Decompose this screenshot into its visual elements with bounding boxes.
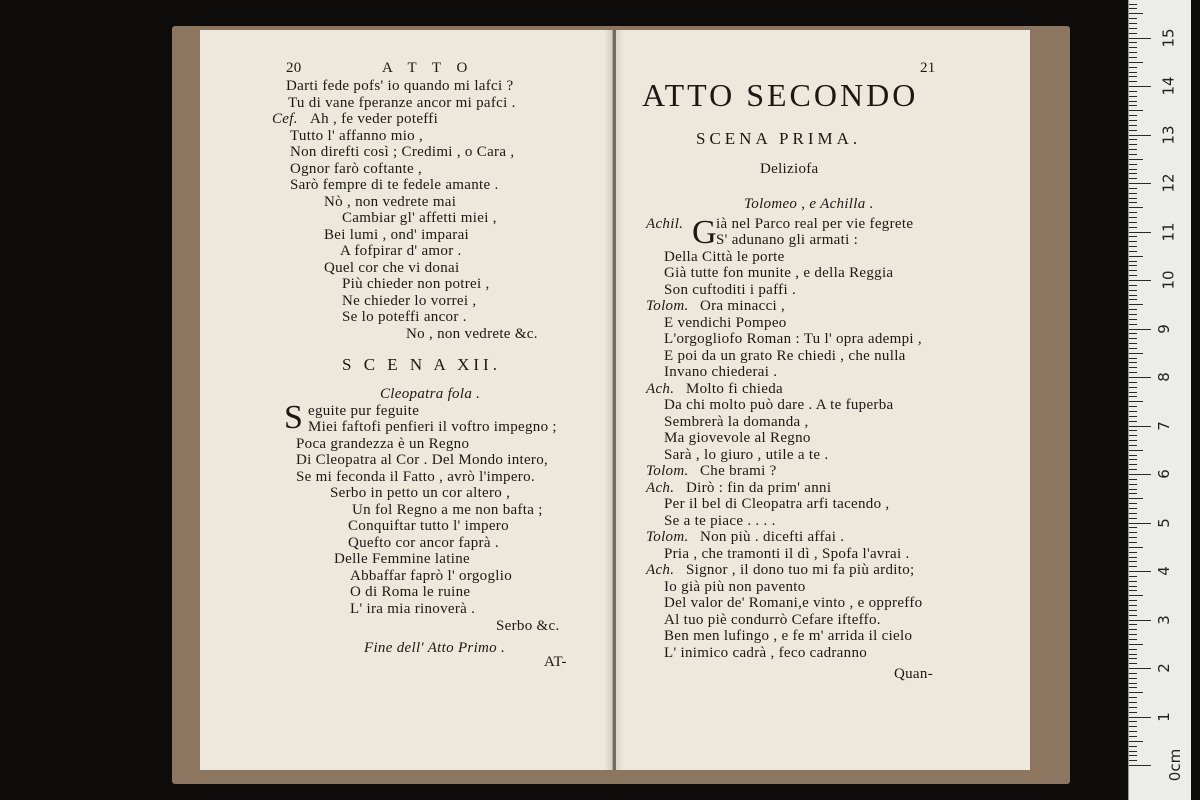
ruler-label: 1 — [1154, 711, 1173, 722]
ruler-tick — [1129, 469, 1137, 470]
ruler-tick — [1129, 33, 1137, 34]
ruler-label: 13 — [1159, 124, 1178, 145]
ruler-tick — [1129, 115, 1137, 116]
ruler-tick — [1129, 513, 1137, 514]
running-head: A T T O — [382, 60, 474, 76]
end-of-act-note: Fine dell' Atto Primo . — [364, 640, 506, 656]
ruler-tick — [1129, 673, 1137, 674]
verse-line: Ah , fe veder poteffi — [310, 111, 439, 127]
ruler-tick — [1129, 595, 1143, 596]
speaker-label: Ach. — [646, 562, 675, 578]
speaker-label: Ach. — [646, 480, 675, 496]
speaker-label: Cef. — [272, 111, 298, 127]
ruler-tick — [1129, 149, 1137, 150]
ruler-label: 2 — [1154, 663, 1173, 673]
ruler-tick — [1129, 304, 1143, 305]
ruler-tick — [1129, 663, 1137, 664]
speaker-label: Tolom. — [646, 298, 689, 314]
ruler-tick — [1129, 8, 1137, 9]
ruler-tick — [1129, 275, 1137, 276]
ruler-tick — [1129, 42, 1137, 43]
ruler-tick — [1129, 426, 1151, 427]
ruler-tick — [1129, 479, 1137, 480]
ruler-tick — [1129, 207, 1143, 208]
ruler-tick — [1129, 338, 1137, 339]
verse-line: Di Cleopatra al Cor . Del Mondo intero, — [296, 452, 549, 468]
ruler-tick — [1129, 314, 1137, 315]
verse-line: Già tutte fon munite , e della Reggia — [664, 265, 894, 281]
page-number: 21 — [920, 60, 936, 76]
ruler-label: 10 — [1159, 270, 1178, 290]
verse-line: O di Roma le ruine — [350, 584, 471, 600]
verse-line: Delle Femmine latine — [334, 551, 470, 567]
ruler-tick — [1129, 382, 1137, 383]
ruler-label: 8 — [1154, 372, 1173, 382]
ruler-tick — [1129, 222, 1137, 223]
verse-line: L' ira mia rinoverà . — [350, 601, 476, 617]
ruler-tick — [1129, 105, 1137, 106]
scene-persons: Tolomeo , e Achilla . — [744, 196, 874, 212]
ruler-tick — [1129, 324, 1137, 325]
ruler-tick — [1129, 202, 1137, 203]
ruler-label: 7 — [1154, 420, 1173, 431]
ruler-tick — [1129, 687, 1137, 688]
ruler-label: 12 — [1159, 173, 1178, 193]
scene-setting: Deliziofa — [760, 161, 819, 177]
ruler-tick — [1129, 110, 1143, 111]
verse-line: Più chieder non potrei , — [342, 276, 490, 292]
ruler-tick — [1129, 169, 1137, 170]
ruler-tick — [1129, 450, 1143, 451]
ruler-tick — [1129, 130, 1137, 131]
scene-heading: S C E N A XII. — [342, 355, 501, 374]
ruler-label: 15 — [1159, 27, 1178, 48]
verse-line: Serbo &c. — [496, 618, 560, 634]
verse-line: Non direfti così ; Credimi , o Cara , — [290, 144, 515, 160]
verse-line: Bei lumi , ond' imparai — [324, 227, 469, 243]
ruler-tick — [1129, 343, 1137, 344]
ruler-tick — [1129, 736, 1137, 737]
ruler-tick — [1129, 241, 1137, 242]
verse-line: Darti fede pofs' io quando mi lafci ? — [286, 78, 514, 94]
book-gutter — [604, 30, 624, 770]
ruler-tick — [1129, 47, 1137, 48]
ruler-tick — [1129, 164, 1137, 165]
ruler-tick — [1129, 707, 1137, 708]
ruler-tick — [1129, 362, 1137, 363]
act-heading: ATTO SECONDO — [642, 77, 919, 113]
ruler-tick — [1129, 120, 1137, 121]
ruler-tick — [1129, 144, 1137, 145]
ruler-tick — [1129, 183, 1151, 184]
ruler-tick — [1129, 430, 1137, 431]
speaker-label: Achil. — [646, 216, 684, 232]
verse-line: Sembrerà la domanda , — [664, 414, 809, 430]
ruler-tick — [1129, 445, 1137, 446]
ruler-tick — [1129, 212, 1137, 213]
ruler-tick — [1129, 557, 1137, 558]
ruler-tick — [1129, 358, 1137, 359]
ruler-tick — [1129, 586, 1137, 587]
ruler-tick — [1129, 256, 1143, 257]
ruler-tick — [1129, 702, 1137, 703]
ruler-tick — [1129, 760, 1137, 761]
ruler-tick — [1129, 527, 1137, 528]
ruler-tick — [1129, 333, 1137, 334]
ruler-tick — [1129, 329, 1151, 330]
ruler-label: 9 — [1154, 323, 1173, 334]
verse-line: A fofpirar d' amor . — [340, 243, 462, 259]
ruler-tick — [1129, 18, 1137, 19]
ruler-tick — [1129, 581, 1137, 582]
ruler-tick — [1129, 396, 1137, 397]
ruler-tick — [1129, 498, 1143, 499]
ruler-tick — [1129, 615, 1137, 616]
ruler-tick — [1129, 503, 1137, 504]
ruler-tick — [1129, 139, 1137, 140]
ruler-tick — [1129, 605, 1137, 606]
left-page — [200, 30, 613, 770]
ruler-tick — [1129, 52, 1137, 53]
ruler-label: 0cm — [1166, 748, 1185, 782]
verse-line: Abbaffar faprò l' orgoglio — [350, 568, 512, 584]
ruler-label: 5 — [1154, 517, 1173, 528]
verse-line: E poi da un grato Re chiedi , che nulla — [664, 348, 906, 364]
ruler-tick — [1129, 81, 1137, 82]
measurement-ruler — [1128, 0, 1191, 800]
ruler-tick — [1129, 236, 1137, 237]
verse-line: Dirò : fin da prim' anni — [686, 480, 832, 496]
verse-line: E vendichi Pompeo — [664, 315, 787, 331]
ruler-tick — [1129, 600, 1137, 601]
ruler-tick — [1129, 299, 1137, 300]
right-page — [616, 30, 1030, 770]
ruler-label: 11 — [1159, 221, 1178, 242]
catchword: AT- — [544, 654, 567, 670]
verse-line: L' inimico cadrà , feco cadranno — [664, 645, 868, 661]
verse-line: Se mi feconda il Fatto , avrò l'impero. — [296, 469, 535, 485]
ruler-tick — [1129, 232, 1151, 233]
ruler-tick — [1129, 755, 1137, 756]
ruler-tick — [1129, 678, 1137, 679]
ruler-tick — [1129, 532, 1137, 533]
scene-heading: SCENA PRIMA. — [696, 129, 862, 148]
verse-line: Ora minacci , — [700, 298, 786, 314]
verse-line: Conquiftar tutto l' impero — [348, 518, 509, 534]
verse-line: Poca grandezza è un Regno — [296, 436, 470, 452]
verse-line: Quefto cor ancor faprà . — [348, 535, 499, 551]
ruler-tick — [1129, 523, 1151, 524]
verse-line: S' adunano gli armati : — [716, 232, 859, 248]
verse-line: Invano chiederai . — [664, 364, 778, 380]
ruler-tick — [1129, 270, 1137, 271]
ruler-tick — [1129, 76, 1137, 77]
speaker-label: Ach. — [646, 381, 675, 397]
ruler-tick — [1129, 246, 1137, 247]
verse-line: eguite pur feguite — [308, 403, 420, 419]
ruler-tick — [1129, 261, 1137, 262]
ruler-tick — [1129, 367, 1137, 368]
catchword: Quan- — [894, 666, 933, 682]
ruler-tick — [1129, 38, 1151, 39]
ruler-tick — [1129, 401, 1143, 402]
ruler-tick — [1129, 610, 1137, 611]
ruler-tick — [1129, 474, 1151, 475]
ruler-tick — [1129, 552, 1137, 553]
ruler-tick — [1129, 741, 1143, 742]
ruler-tick — [1129, 67, 1137, 68]
ruler-tick — [1129, 508, 1137, 509]
ruler-tick — [1129, 309, 1137, 310]
verse-line: Ognor farò coftante , — [290, 161, 423, 177]
verse-line: Io già più non pavento — [664, 579, 806, 595]
ruler-tick — [1129, 765, 1151, 766]
ruler-tick — [1129, 634, 1137, 635]
ruler-tick — [1129, 265, 1137, 266]
verse-line: Sarà , lo giuro , utile a te . — [664, 447, 829, 463]
speaker-label: Tolom. — [646, 463, 689, 479]
ruler-tick — [1129, 644, 1143, 645]
ruler-tick — [1129, 377, 1151, 378]
scene-persons: Cleopatra fola . — [380, 386, 481, 402]
verse-line: Della Città le porte — [664, 249, 785, 265]
verse-line: Al tuo piè condurrò Cefare ifteffo. — [664, 612, 881, 628]
ruler-tick — [1129, 91, 1137, 92]
verse-line: Tutto l' affanno mio , — [290, 128, 424, 144]
ruler-label: 4 — [1154, 566, 1173, 576]
verse-line: Son cuftoditi i paffi . — [664, 282, 797, 298]
ruler-tick — [1129, 731, 1137, 732]
ruler-tick — [1129, 28, 1137, 29]
ruler-tick — [1129, 406, 1137, 407]
ruler-tick — [1129, 658, 1137, 659]
ruler-tick — [1129, 57, 1137, 58]
ruler-tick — [1129, 280, 1151, 281]
verse-line: Molto fi chieda — [686, 381, 783, 397]
ruler-tick — [1129, 649, 1137, 650]
ruler-tick — [1129, 518, 1137, 519]
verse-line: Nò , non vedrete mai — [324, 194, 457, 210]
ruler-tick — [1129, 421, 1137, 422]
ruler-tick — [1129, 639, 1137, 640]
verse-line: Del valor de' Romani,e vinto , e oppreffo — [664, 595, 923, 611]
ruler-tick — [1129, 624, 1137, 625]
drop-cap: S — [284, 399, 303, 436]
ruler-label: 14 — [1159, 76, 1178, 96]
verse-line: Da chi molto può dare . A te fuperba — [664, 397, 894, 413]
verse-line: Che brami ? — [700, 463, 777, 479]
ruler-tick — [1129, 392, 1137, 393]
verse-line: Per il bel di Cleopatra arfi tacendo , — [664, 496, 890, 512]
verse-line: Quel cor che vi donai — [324, 260, 460, 276]
ruler-tick — [1129, 537, 1137, 538]
ruler-tick — [1129, 489, 1137, 490]
ruler-tick — [1129, 319, 1137, 320]
ruler-tick — [1129, 654, 1137, 655]
verse-line: No , non vedrete &c. — [406, 326, 538, 342]
verse-line: Ben men lufingo , e fe m' arrida il cielo — [664, 628, 913, 644]
ruler-tick — [1129, 193, 1137, 194]
ruler-tick — [1129, 178, 1137, 179]
ruler-tick — [1129, 717, 1151, 718]
ruler-tick — [1129, 348, 1137, 349]
ruler-tick — [1129, 493, 1137, 494]
ruler-tick — [1129, 440, 1137, 441]
ruler-tick — [1129, 416, 1137, 417]
ruler-tick — [1129, 629, 1137, 630]
verse-line: Pria , che tramonti il dì , Spofa l'avrai . — [664, 546, 910, 562]
ruler-tick — [1129, 173, 1137, 174]
ruler-tick — [1129, 697, 1137, 698]
speaker-label: Tolom. — [646, 529, 689, 545]
ruler-tick — [1129, 459, 1137, 460]
drop-cap: G — [692, 214, 717, 251]
ruler-tick — [1129, 668, 1151, 669]
ruler-tick — [1129, 387, 1137, 388]
ruler-tick — [1129, 72, 1137, 73]
ruler-tick — [1129, 353, 1143, 354]
ruler-tick — [1129, 86, 1151, 87]
ruler-tick — [1129, 576, 1137, 577]
verse-line: Cambiar gl' affetti miei , — [342, 210, 497, 226]
ruler-tick — [1129, 62, 1143, 63]
verse-line: Se a te piace . . . . — [664, 513, 776, 529]
ruler-tick — [1129, 435, 1137, 436]
page-number: 20 — [286, 60, 302, 76]
verse-line: Tu di vane fperanze ancor mi pafci . — [288, 95, 516, 111]
ruler-tick — [1129, 542, 1137, 543]
ruler-tick — [1129, 188, 1137, 189]
ruler-tick — [1129, 217, 1137, 218]
ruler-tick — [1129, 712, 1137, 713]
ruler-tick — [1129, 683, 1137, 684]
ruler-tick — [1129, 464, 1137, 465]
ruler-tick — [1129, 571, 1151, 572]
ruler-tick — [1129, 198, 1137, 199]
verse-line: Serbo in petto un cor altero , — [330, 485, 511, 501]
ruler-label: 3 — [1154, 614, 1173, 625]
ruler-tick — [1129, 154, 1137, 155]
ruler-tick — [1129, 295, 1137, 296]
ruler-tick — [1129, 96, 1137, 97]
ruler-tick — [1129, 620, 1151, 621]
ruler-tick — [1129, 101, 1137, 102]
verse-line: Ma giovevole al Regno — [664, 430, 811, 446]
ruler-tick — [1129, 692, 1143, 693]
ruler-tick — [1129, 23, 1137, 24]
ruler-tick — [1129, 13, 1143, 14]
ruler-tick — [1129, 125, 1137, 126]
ruler-tick — [1129, 547, 1143, 548]
ruler-tick — [1129, 290, 1137, 291]
ruler-tick — [1129, 566, 1137, 567]
ruler-tick — [1129, 372, 1137, 373]
ruler-label: 6 — [1154, 469, 1173, 479]
ruler-tick — [1129, 721, 1137, 722]
ruler-tick — [1129, 285, 1137, 286]
ruler-tick — [1129, 411, 1137, 412]
ruler-tick — [1129, 590, 1137, 591]
ruler-tick — [1129, 159, 1143, 160]
ruler-tick — [1129, 227, 1137, 228]
ruler-tick — [1129, 746, 1137, 747]
ruler-tick — [1129, 484, 1137, 485]
verse-line: Non più . dicefti affai . — [700, 529, 845, 545]
verse-line: Se lo poteffi ancor . — [342, 309, 467, 325]
verse-line: Sarò fempre di te fedele amante . — [290, 177, 499, 193]
ruler-tick — [1129, 251, 1137, 252]
ruler-tick — [1129, 135, 1151, 136]
ruler-tick — [1129, 726, 1137, 727]
ruler-tick — [1129, 751, 1137, 752]
verse-line: Ne chieder lo vorrei , — [342, 293, 477, 309]
verse-line: Un fol Regno a me non bafta ; — [352, 502, 543, 518]
verse-line: ià nel Parco real per vie fegrete — [716, 216, 914, 232]
ruler-tick — [1129, 4, 1137, 5]
verse-line: Miei faftofi penfieri il voftro impegno ; — [308, 419, 557, 435]
verse-line: Signor , il dono tuo mi fa più ardito; — [686, 562, 915, 578]
ruler-tick — [1129, 455, 1137, 456]
ruler-tick — [1129, 561, 1137, 562]
verse-line: L'orgogliofo Roman : Tu l' opra adempi , — [664, 331, 922, 347]
